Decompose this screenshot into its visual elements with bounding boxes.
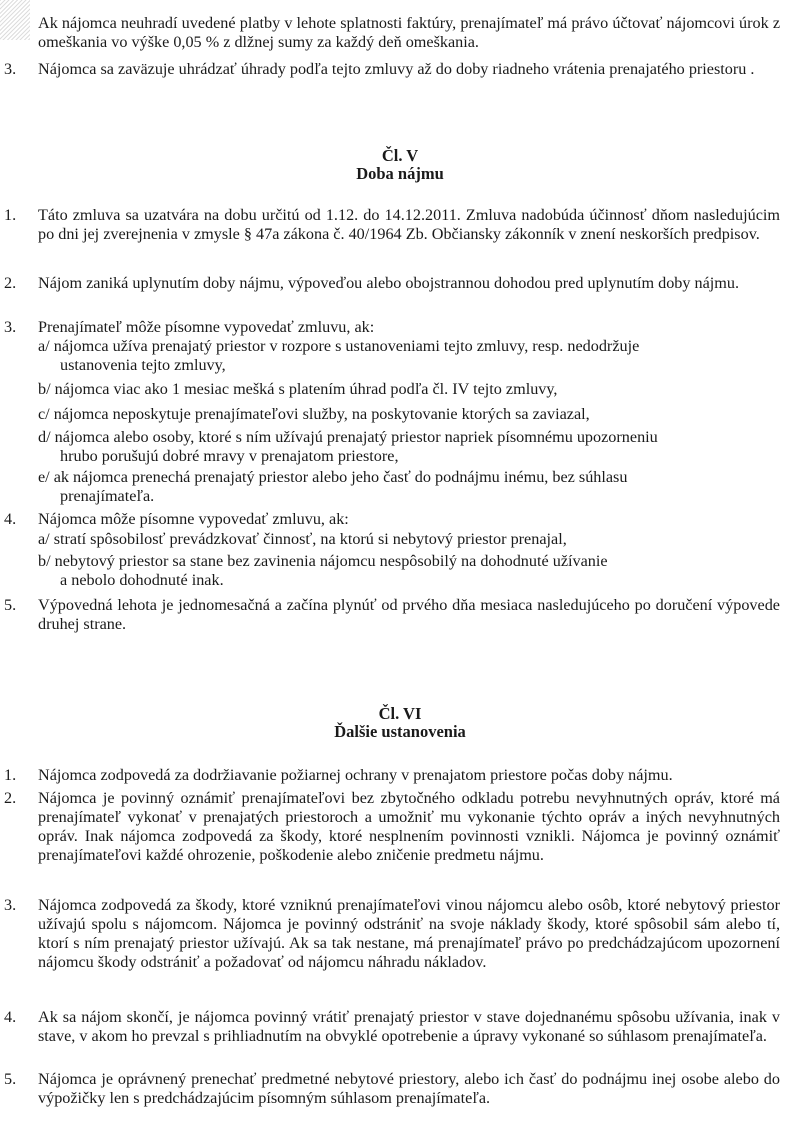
article-5-item-text: Nájom zaniká uplynutím doby nájmu, výpoveďou alebo obojstrannou dohodou pred uplynutím doby nájmu. (38, 274, 740, 292)
article-6-title: Ďalšie ustanovenia (334, 722, 466, 741)
article-5-item-text: Táto zmluva sa uzatvára na dobu určitú od 1.12. do 14.12.2011. Zmluva nadobúda účinnosť dňom nasledujúcim po dni jej zverejnenia v zmysle § 47a zákona č. 40/1964 Zb. Občiansky zákonník v znení neskorších predpisov. (38, 206, 780, 243)
article-5-item-number: 5. (4, 596, 17, 614)
article-5-item-number: 3. (4, 318, 17, 336)
intro-item-text: Nájomca sa zaväzuje uhrádzať úhrady podľa tejto zmluvy až do doby riadneho vrátenia prenajatého priestoru . (38, 60, 755, 78)
article-5-subitem: b/ nebytový priestor sa stane bez zavinenia nájomcu nespôsobilý na dohodnuté užívanie a nebolo dohodnuté inak. (38, 552, 608, 589)
article-5-subitem: e/ ak nájomca prenechá prenajatý priestor alebo jeho časť do podnájmu inému, bez súhlasu prenajímateľa. (38, 468, 628, 505)
scan-artifact (0, 0, 30, 40)
article-5-subitem: c/ nájomca neposkytuje prenajímateľovi služby, na poskytovanie ktorých sa zaviazal, (38, 405, 590, 423)
article-6-item-text: Nájomca zodpovedá za škody, ktoré vzniknú prenajímateľovi vinou nájomcu alebo osôb, ktoré nebytový priestor užívajú spolu s nájomcom. Nájomca je povinný odstrániť na svoje náklady škody, ktoré spôsobil sám alebo tí, ktorí s ním prenajatý priestor užívajú. Ak sa tak nestane, má prenajímateľ právo po predchádzajúcom upozornení nájomcu škody odstrániť a požadovať od nájomcu náhradu nákladov. (38, 896, 780, 971)
article-5-subitem: a/ nájomca užíva prenajatý priestor v rozpore s ustanoveniami tejto zmluvy, resp. nedodržuje ustanovenia tejto zmluvy, (38, 337, 640, 374)
article-6-item-number: 3. (4, 896, 17, 914)
article-5-item-text: Prenajímateľ môže písomne vypovedať zmluvu, ak: (38, 318, 375, 336)
article-5-item-number: 2. (4, 274, 17, 292)
intro-item-number: 3. (4, 60, 17, 78)
article-5-item-text: Výpovedná lehota je jednomesačná a začína plynúť od prvého dňa mesiaca nasledujúceho po doručení výpovede druhej strane. (38, 596, 780, 633)
article-6-item-number: 2. (4, 789, 17, 807)
article-6-number: Čl. VI (378, 704, 422, 723)
article-6-item-text: Nájomca je povinný oznámiť prenajímateľovi bez zbytočného odkladu potrebu nevyhnutných opráv, ktoré má prenajímateľ vykonať v prenajatých priestoroch a umožniť mu vykonanie týchto opráv a iných nevyhnutných opráv. Inak nájomca zodpovedá za škody, ktoré nesplnením povinnosti vznikli. Nájomca je povinný oznámiť prenajímateľovi každé ohrozenie, poškodenie alebo zničenie predmetu nájmu. (38, 789, 780, 864)
article-5-title: Doba nájmu (356, 164, 444, 183)
article-6-item-number: 1. (4, 766, 17, 784)
intro-paragraph: Ak nájomca neuhradí uvedené platby v lehote splatnosti faktúry, prenajímateľ má právo účtovať nájomcovi úrok z omeškania vo výške 0,05 % z dlžnej sumy za každý deň omeškania. (38, 14, 780, 51)
article-5-item-number: 1. (4, 206, 17, 224)
article-6-item-text: Nájomca je oprávnený prenechať predmetné nebytové priestory, alebo ich časť do podnájmu inej osobe alebo do výpožičky len s predchádzajúcim písomným súhlasom prenajímateľa. (38, 1070, 780, 1107)
article-5-subitem: b/ nájomca viac ako 1 mesiac mešká s platením úhrad podľa čl. IV tejto zmluvy, (38, 380, 558, 398)
article-5-item-number: 4. (4, 510, 17, 528)
article-6-item-text: Ak sa nájom skončí, je nájomca povinný vrátiť prenajatý priestor v stave dojednanému spôsobu užívania, inak v stave, v akom ho prevzal s prihliadnutím na obvyklé opotrebenie a úpravy vykonané so súhlasom prenajímateľa. (38, 1008, 780, 1045)
article-5-subitem: d/ nájomca alebo osoby, ktoré s ním užívajú prenajatý priestor napriek písomnému upozorneniu hrubo porušujú dobré mravy v prenajatom priestore, (38, 428, 658, 465)
article-6-item-text: Nájomca zodpovedá za dodržiavanie požiarnej ochrany v prenajatom priestore počas doby nájmu. (38, 766, 673, 784)
article-6-item-number: 4. (4, 1008, 17, 1026)
article-5-item-text: Nájomca môže písomne vypovedať zmluvu, ak: (38, 510, 349, 528)
article-5-number: Čl. V (381, 146, 419, 165)
article-6-item-number: 5. (4, 1070, 17, 1088)
article-5-subitem: a/ stratí spôsobilosť prevádzkovať činnosť, na ktorú si nebytový priestor prenajal, (38, 530, 567, 548)
